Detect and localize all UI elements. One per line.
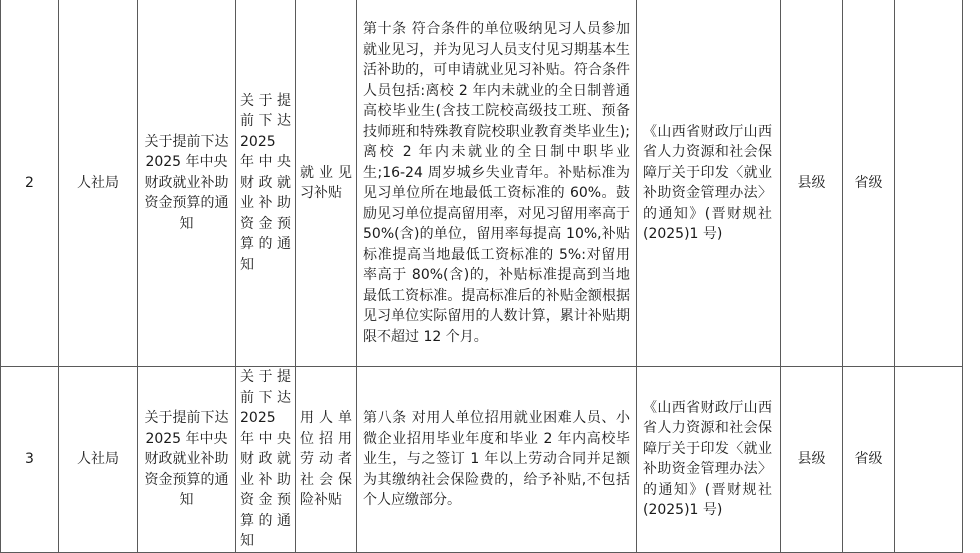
policy-basis-cell: 《山西省财政厅山西省人力资源和社会保障厅关于印发〈就业补助资金管理办法〉的通知》(晋财规社(2025)1 号) — [643, 399, 772, 519]
department-cell: 人社局 — [59, 367, 138, 553]
department-cell: 人社局 — [59, 0, 138, 367]
policy-document-repeat-cell: 关于提前下达 2025 年中央财政就业补助资金预算的通知 — [240, 369, 291, 549]
empty-cell — [895, 367, 963, 553]
policy-basis-cell: 《山西省财政厅山西省人力资源和社会保障厅关于印发〈就业补助资金管理办法〉的通知》(晋财规社(2025)1 号) — [643, 123, 772, 242]
policy-document-cell: 关于提前下达 2025 年中央财政就业补助资金预算的通知 — [144, 410, 229, 508]
subsidy-item-cell: 就业见习补贴 — [300, 164, 352, 201]
execution-level-cell: 县级 — [781, 367, 843, 553]
empty-cell — [895, 0, 963, 367]
subsidy-item-cell: 用人单位招用劳动者社会保险补贴 — [300, 410, 352, 508]
execution-level-cell: 县级 — [781, 0, 843, 367]
province-level-cell: 省级 — [843, 0, 895, 367]
policy-document-cell: 关于提前下达 2025 年中央财政就业补助资金预算的通知 — [144, 133, 229, 232]
row-number: 3 — [1, 367, 59, 553]
table-row — [1, 0, 963, 367]
row-number: 2 — [1, 0, 59, 367]
table-row — [1, 367, 963, 553]
policy-document-repeat-cell: 关于提前下达 2025 年中央财政就业补助资金预算的通知 — [240, 92, 291, 273]
province-level-cell: 省级 — [843, 367, 895, 553]
policy-content-cell: 第十条 符合条件的单位吸纳见习人员参加就业见习，并为见习人员支付见习期基本生活补助的，可申请就业见习补贴。符合条件人员包括:离校 2 年内未就业的全日制普通高校毕业生(含技工院校高级技工班、预备技师班和特殊教育院校职业教育类毕业生);离校 2 年内未就业的全日制中职毕业生;16-24 周岁城乡失业青年。补贴标准为见习单位所在地最低工资标准的 60%。鼓励见习单位提高留用率，对见习留用率高于 50%(含)的单位，留用率每提高 10%,补贴标准提高当地最低工资标准的 5%:对留用率高于 80%(含)的，补贴标准提高到当地最低工资标准。提高标准后的补贴金额根据见习单位实际留用的人数计算，累计补贴期限不超过 12 个月。 — [363, 21, 630, 345]
policy-content-cell: 第八条 对用人单位招用就业困难人员、小微企业招用毕业年度和毕业 2 年内高校毕业生，与之签订 1 年以上劳动合同并足额为其缴纳社会保险费的，给予补贴,不包括个人应缴部分。 — [363, 410, 630, 508]
